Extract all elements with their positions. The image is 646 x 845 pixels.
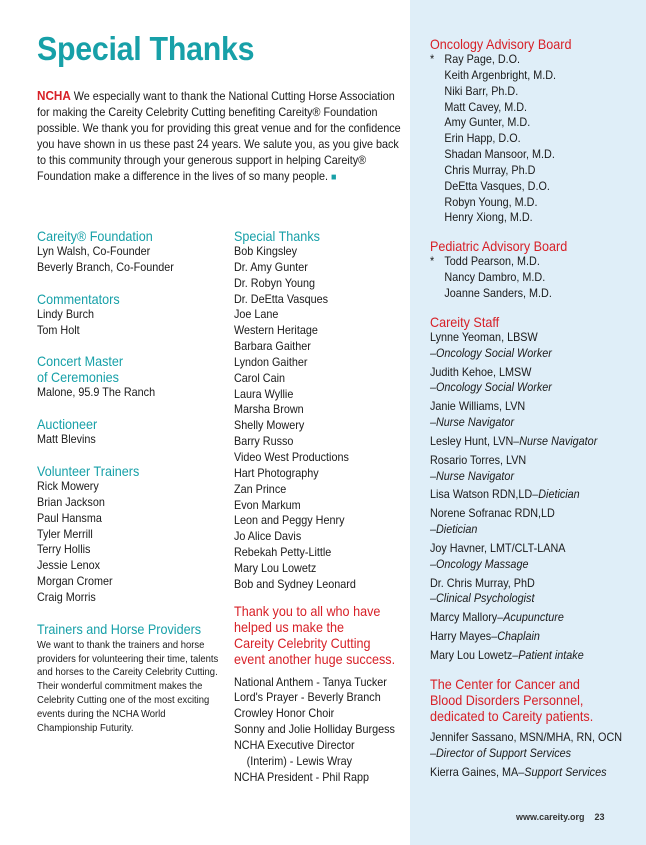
section-heading: Careity Staff (430, 313, 500, 330)
staff-item (430, 629, 646, 645)
staff-name: Lynne Yeoman, LBSW (430, 329, 538, 344)
staff-item (430, 453, 646, 485)
list-item: Bob Kingsley (234, 244, 298, 258)
list-item: Malone, 95.9 The Ranch (37, 385, 156, 400)
list-item: Beverly Branch, Co-Founder (37, 259, 174, 274)
star-marker: * (430, 52, 435, 66)
list-item: Carol Cain (234, 370, 286, 385)
section-heading (37, 353, 235, 385)
list-item: Shadan Mansoor, M.D. (444, 147, 555, 162)
page-footer (516, 812, 605, 822)
staff-item (430, 487, 646, 503)
staff-item (430, 610, 646, 626)
staff-role: –Dietician (430, 522, 478, 537)
list-item: Dr. DeEtta Vasques (234, 291, 329, 306)
section-center-personnel (430, 676, 646, 781)
list-item: Jessie Lenox (37, 558, 101, 573)
list-item: Keith Argenbright, M.D. (444, 67, 557, 82)
staff-name: Jennifer Sassano, MSN/MHA, RN, OCN (430, 729, 623, 744)
footer-url: www.careity.org (516, 812, 585, 822)
providers-paragraph: We want to thank the trainers and horse providers for volunteering their time, talents and horses to the Careity Celebrity Cutting. Their wonderful commitment makes the Celebrity Cutting one of the most exciting events during the NCHA World Championship Futurity. (37, 638, 219, 734)
list-item (430, 254, 646, 270)
list-item: Bob and Sydney Leonard (234, 576, 356, 591)
column-middle (234, 228, 414, 800)
list-item: Barbara Gaither (234, 339, 311, 354)
list-item: Matt Cavey, M.D. (444, 99, 528, 114)
list-item: DeEtta Vasques, D.O. (444, 178, 550, 193)
staff-item (430, 365, 646, 397)
list-item: Matt Blevins (37, 432, 96, 447)
heading-line: Thank you to all who have (234, 602, 381, 619)
section-special-thanks (234, 228, 414, 593)
section-volunteer-trainers (37, 463, 235, 606)
section-heading: Pediatric Advisory Board (430, 238, 568, 255)
list-item: Mary Lou Lowetz (234, 560, 317, 575)
list-item: Robyn Young, M.D. (444, 194, 538, 209)
section-concert-master (37, 353, 235, 401)
list-item: Joanne Sanders, M.D. (444, 285, 552, 300)
column-left (37, 228, 235, 750)
section-heading (234, 603, 414, 667)
section-oncology-board (430, 36, 646, 226)
list-item: Western Heritage (234, 323, 318, 338)
list-item: Lyn Walsh, Co-Founder (37, 244, 151, 258)
list-item: Morgan Cromer (37, 574, 113, 589)
section-heading: Commentators (37, 290, 120, 307)
staff-role: –Nurse Navigator (430, 468, 515, 483)
staff-role: –Oncology Social Worker (430, 345, 552, 360)
staff-item (430, 541, 646, 573)
list-item: Lord's Prayer - Beverly Branch (234, 690, 381, 705)
section-careity-staff (430, 314, 646, 664)
list-item: Amy Gunter, M.D. (444, 115, 531, 130)
list-item: Paul Hansma (37, 510, 102, 525)
page-number: 23 (594, 812, 605, 822)
staff-name: Janie Williams, LVN (430, 399, 526, 414)
list-item-text: Ray Page, D.O. (444, 52, 521, 66)
list-item: Lindy Burch (37, 306, 95, 321)
heading-line: The Center for Cancer and (430, 675, 580, 692)
staff-role: –Clinical Psychologist (430, 591, 535, 606)
staff-role: –Dietician (532, 487, 580, 502)
staff-name: Rosario Torres, LVN (430, 452, 527, 467)
staff-role: –Patient intake (512, 648, 584, 662)
staff-name: Harry Mayes (430, 629, 492, 644)
heading-line: dedicated to Careity patients. (430, 707, 594, 724)
staff-role: –Support Services (518, 764, 607, 779)
list-item: Chris Murray, Ph.D (444, 162, 536, 177)
section-foundation (37, 228, 235, 276)
staff-item (430, 330, 646, 362)
list-item: Evon Markum (234, 497, 301, 512)
list-item: Tyler Merrill (37, 526, 93, 541)
staff-item (430, 648, 646, 664)
staff-name: Judith Kehoe, LMSW (430, 364, 532, 379)
heading-line: event another huge success. (234, 650, 396, 667)
list-item (430, 52, 646, 68)
staff-item (430, 576, 646, 608)
list-item: Leon and Peggy Henry (234, 513, 345, 528)
heading-line: of Ceremonies (37, 369, 119, 386)
list-item: Tom Holt (37, 322, 80, 337)
section-heading: Auctioneer (37, 416, 98, 433)
intro-text: We especially want to thank the National Cutting Horse Association for making the Careity Celebrity Cutting benefiting Careity® Foundation possible. We thank you for providing this great venue and for the confidence you have shown in us these past 24 years. We salute you, as you give back to this community through your generous support in helping Careity® Foundation make a difference in the lives of so many people. (37, 89, 401, 183)
staff-name: Marcy Mallory (430, 610, 498, 625)
list-item: NCHA Executive Director (234, 737, 355, 752)
intro-paragraph (37, 88, 406, 186)
list-item: Jo Alice Davis (234, 529, 302, 544)
heading-line: Careity Celebrity Cutting (234, 634, 371, 651)
section-auctioneer (37, 416, 235, 448)
list-item: Marsha Brown (234, 402, 304, 417)
staff-name: Lesley Hunt, LVN (430, 433, 514, 448)
staff-role: –Chaplain (491, 629, 540, 644)
list-item: Brian Jackson (37, 494, 105, 509)
list-item: Rick Mowery (37, 479, 99, 494)
staff-name: Joy Havner, LMT/CLT-LANA (430, 540, 566, 555)
staff-role: –Nurse Navigator (513, 433, 598, 448)
staff-item (430, 399, 646, 431)
list-item: Erin Happ, D.O. (444, 131, 521, 146)
section-heading: Careity® Foundation (37, 228, 153, 244)
staff-name: Kierra Gaines, MA (430, 764, 519, 779)
list-item: Sonny and Jolie Holliday Burgess (234, 722, 395, 737)
list-item: Zan Prince (234, 481, 287, 496)
list-item: Hart Photography (234, 465, 319, 480)
list-item: Niki Barr, Ph.D. (444, 83, 519, 98)
list-item: Craig Morris (37, 589, 96, 604)
list-item-text: Todd Pearson, M.D. (444, 254, 540, 269)
section-pediatric-board (430, 238, 646, 302)
list-item: Barry Russo (234, 434, 294, 449)
section-heading (430, 676, 646, 724)
staff-role: –Oncology Social Worker (430, 380, 552, 395)
column-right (430, 36, 646, 795)
list-item: Laura Wyllie (234, 386, 294, 401)
list-item: (Interim) - Lewis Wray (246, 753, 353, 768)
list-item: Dr. Amy Gunter (234, 259, 308, 274)
list-item: Video West Productions (234, 449, 349, 464)
staff-name: Dr. Chris Murray, PhD (430, 575, 535, 590)
section-heading: Volunteer Trainers (37, 463, 140, 480)
section-trainers-providers (37, 621, 222, 736)
staff-name: Lisa Watson RDN,LD (430, 487, 533, 502)
section-heading: Oncology Advisory Board (430, 36, 572, 52)
list-item: NCHA President - Phil Rapp (234, 769, 370, 784)
staff-role: –Nurse Navigator (430, 415, 515, 430)
staff-item (430, 506, 646, 538)
staff-item (430, 765, 646, 781)
list-item: Henry Xiong, M.D. (444, 210, 533, 225)
section-heading: Trainers and Horse Providers (37, 620, 202, 637)
heading-line: Concert Master (37, 353, 124, 370)
end-mark: ■ (330, 172, 337, 183)
list-item: Lyndon Gaither (234, 354, 308, 369)
list-item: National Anthem - Tanya Tucker (234, 674, 387, 689)
list-item: Nancy Dambro, M.D. (444, 270, 546, 285)
heading-line: helped us make the (234, 618, 344, 635)
section-commentators (37, 291, 235, 339)
list-item: Rebekah Petty-Little (234, 545, 332, 560)
staff-name: Norene Sofranac RDN,LD (430, 506, 555, 521)
list-item: Terry Hollis (37, 542, 91, 557)
section-heading: Special Thanks (234, 228, 320, 244)
section-thank-you (234, 603, 414, 786)
list-item: Dr. Robyn Young (234, 275, 316, 290)
page-title: Special Thanks (37, 30, 255, 67)
staff-role: –Director of Support Services (430, 745, 572, 760)
star-marker: * (430, 254, 435, 269)
staff-item (430, 434, 646, 450)
list-item: Crowley Honor Choir (234, 706, 335, 721)
staff-name: Mary Lou Lowetz (430, 648, 513, 662)
intro-lead: NCHA (37, 88, 71, 103)
list-item: Joe Lane (234, 307, 279, 322)
staff-item (430, 730, 646, 762)
staff-role: –Acupuncture (497, 610, 564, 625)
staff-role: –Oncology Massage (430, 556, 529, 571)
heading-line: Blood Disorders Personnel, (430, 691, 584, 708)
list-item: Shelly Mowery (234, 418, 305, 433)
